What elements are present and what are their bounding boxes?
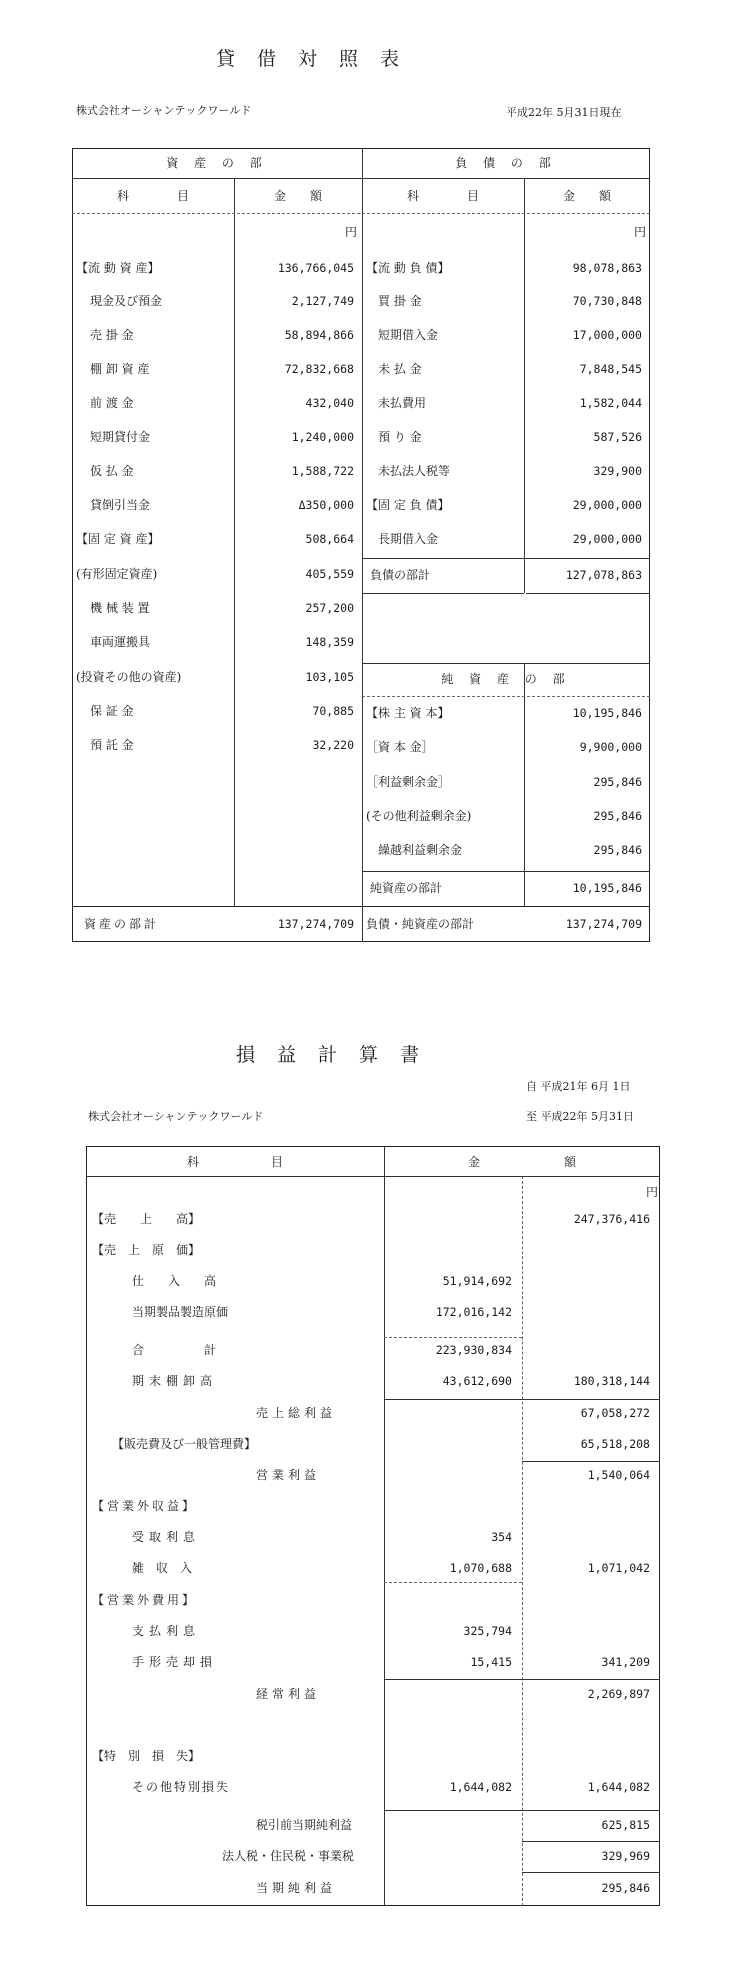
bs-liab-value-3: 7,848,545 bbox=[579, 362, 642, 376]
bs-hline-grand-total bbox=[72, 906, 650, 907]
bs-liab-value-4: 1,582,044 bbox=[579, 396, 642, 410]
is-row-sub-11: 1,070,688 bbox=[449, 1561, 512, 1575]
bs-net-label-0: 【株 主 資 本】 bbox=[366, 706, 450, 720]
bs-asset-label-5: 短期貸付金 bbox=[90, 430, 151, 444]
bs-asset-label-3: 棚 卸 資 産 bbox=[90, 362, 150, 376]
bs-net-label-1: ［資 本 金］ bbox=[366, 740, 434, 754]
is-row-label-11: 雑 収 入 bbox=[132, 1561, 193, 1575]
is-row-total-7: 65,518,208 bbox=[580, 1437, 650, 1451]
is-row-sub-14: 15,415 bbox=[470, 1655, 512, 1669]
bs-asset-value-0: 136,766,045 bbox=[277, 261, 354, 275]
bs-liab-value-7: 29,000,000 bbox=[572, 498, 642, 512]
bs-asset-label-1: 現金及び預金 bbox=[90, 294, 163, 308]
bs-asset-label-13: 保 証 金 bbox=[90, 704, 134, 718]
is-hline-pretax bbox=[384, 1810, 660, 1811]
is-hline-gross bbox=[384, 1399, 660, 1400]
bs-liab-net-total-value: 137,274,709 bbox=[565, 917, 642, 931]
is-unit: 円 bbox=[646, 1185, 659, 1199]
is-row-total-14: 341,209 bbox=[601, 1655, 650, 1669]
bs-asset-label-2: 売 掛 金 bbox=[90, 328, 134, 342]
bs-liab-label-4: 未払費用 bbox=[378, 396, 427, 410]
bs-asset-label-12: (投資その他の資産) bbox=[76, 670, 182, 684]
bs-hline-colheader bbox=[72, 213, 650, 214]
is-hline-sub-1 bbox=[384, 1337, 522, 1338]
bs-liab-value-1: 70,730,848 bbox=[572, 294, 642, 308]
bs-asset-value-10: 257,200 bbox=[305, 601, 354, 615]
is-vline-2 bbox=[522, 1176, 523, 1906]
is-company-name: 株式会社オーシャンテックワールド bbox=[88, 1110, 264, 1123]
bs-vline-1 bbox=[234, 178, 235, 906]
is-row-sub-3: 172,016,142 bbox=[435, 1305, 512, 1319]
is-row-total-8: 1,540,064 bbox=[587, 1468, 650, 1482]
balance-sheet-title: 貸借対照表 bbox=[216, 48, 422, 70]
is-row-label-19: 税引前当期純利益 bbox=[256, 1818, 353, 1832]
is-row-label-9: 【営業外収益】 bbox=[92, 1499, 198, 1513]
is-row-total-18: 1,644,082 bbox=[587, 1780, 650, 1794]
bs-asset-label-9: (有形固定資産) bbox=[76, 567, 158, 581]
bs-col-item-assets: 科 目 bbox=[116, 189, 189, 203]
is-row-label-1: 【売 上 原 価】 bbox=[92, 1243, 201, 1257]
is-row-label-0: 【売 上 高】 bbox=[92, 1212, 201, 1226]
is-hline-tax bbox=[522, 1841, 660, 1842]
bs-asset-value-4: 432,040 bbox=[305, 396, 354, 410]
bs-net-label-5: 純資産の部計 bbox=[370, 881, 443, 895]
bs-net-label-2: ［利益剰余金］ bbox=[366, 775, 451, 789]
bs-liab-value-6: 329,900 bbox=[593, 464, 642, 478]
bs-asset-value-8: 508,664 bbox=[305, 532, 354, 546]
bs-unit-liab: 円 bbox=[634, 225, 647, 239]
is-row-sub-18: 1,644,082 bbox=[449, 1780, 512, 1794]
bs-net-value-3: 295,846 bbox=[593, 809, 642, 823]
is-hline-net bbox=[522, 1872, 660, 1873]
bs-col-amount-assets: 金 額 bbox=[273, 189, 322, 203]
bs-liab-label-0: 【流 動 負 債】 bbox=[366, 261, 450, 275]
bs-net-value-5: 10,195,846 bbox=[572, 881, 642, 895]
bs-date: 平成22年 5月31日現在 bbox=[506, 106, 622, 119]
bs-asset-value-6: 1,588,722 bbox=[291, 464, 354, 478]
bs-net-value-2: 295,846 bbox=[593, 775, 642, 789]
bs-assets-header: 資 産 の 部 bbox=[166, 156, 268, 170]
is-row-label-14: 手形売却損 bbox=[132, 1655, 218, 1669]
is-hline-operating bbox=[522, 1461, 660, 1462]
income-statement-title: 損益計算書 bbox=[236, 1044, 442, 1066]
bs-company-name: 株式会社オーシャンテックワールド bbox=[76, 104, 252, 117]
bs-liab-label-2: 短期借入金 bbox=[378, 328, 439, 342]
bs-liab-label-3: 未 払 金 bbox=[378, 362, 422, 376]
is-row-total-5: 180,318,144 bbox=[573, 1374, 650, 1388]
bs-asset-label-6: 仮 払 金 bbox=[90, 464, 134, 478]
bs-asset-value-7: Δ350,000 bbox=[298, 498, 354, 512]
is-col-item: 科 目 bbox=[186, 1155, 283, 1169]
is-vline-1 bbox=[384, 1146, 385, 1906]
bs-liab-value-9: 127,078,863 bbox=[565, 568, 642, 582]
bs-asset-label-11: 車両運搬具 bbox=[90, 635, 151, 649]
bs-asset-value-5: 1,240,000 bbox=[291, 430, 354, 444]
is-row-sub-4: 223,930,834 bbox=[435, 1343, 512, 1357]
bs-asset-label-14: 預 託 金 bbox=[90, 738, 134, 752]
bs-liab-label-7: 【固 定 負 債】 bbox=[366, 498, 450, 512]
is-row-sub-2: 51,914,692 bbox=[442, 1274, 512, 1288]
bs-liab-label-6: 未払法人税等 bbox=[378, 464, 451, 478]
bs-unit-assets: 円 bbox=[345, 225, 358, 239]
is-row-total-11: 1,071,042 bbox=[587, 1561, 650, 1575]
bs-asset-label-0: 【流 動 資 産】 bbox=[76, 261, 160, 275]
is-hline-header bbox=[86, 1176, 660, 1177]
is-row-label-10: 受取利息 bbox=[132, 1530, 201, 1544]
bs-asset-value-13: 70,885 bbox=[312, 704, 354, 718]
bs-hline-net-total-top bbox=[362, 871, 650, 872]
is-row-label-7: 【販売費及び一般管理費】 bbox=[112, 1437, 257, 1451]
bs-asset-value-11: 148,359 bbox=[305, 635, 354, 649]
bs-hline-liab-total-bottom bbox=[362, 593, 650, 594]
bs-assets-total-label: 資産の部計 bbox=[84, 917, 160, 931]
is-row-total-20: 329,969 bbox=[601, 1849, 650, 1863]
bs-liab-value-2: 17,000,000 bbox=[572, 328, 642, 342]
bs-asset-value-1: 2,127,749 bbox=[291, 294, 354, 308]
is-row-label-20: 法人税・住民税・事業税 bbox=[222, 1849, 355, 1863]
bs-net-assets-header: 純 資 産 の 部 bbox=[441, 672, 571, 686]
bs-net-label-4: 繰越利益剰余金 bbox=[378, 843, 463, 857]
bs-liabilities-header: 負 債 の 部 bbox=[455, 156, 557, 170]
bs-liab-label-1: 買 掛 金 bbox=[378, 294, 422, 308]
is-hline-sub-2 bbox=[384, 1582, 522, 1583]
is-row-total-6: 67,058,272 bbox=[580, 1406, 650, 1420]
is-row-label-5: 期末棚卸高 bbox=[132, 1374, 218, 1388]
is-hline-ordinary bbox=[384, 1679, 660, 1680]
is-row-label-8: 営業利益 bbox=[256, 1468, 321, 1482]
bs-asset-value-9: 405,559 bbox=[305, 567, 354, 581]
is-row-label-4: 合 計 bbox=[132, 1343, 217, 1357]
bs-hline-liab-total-top bbox=[362, 558, 650, 559]
is-row-total-21: 295,846 bbox=[601, 1881, 650, 1895]
is-period-from: 自 平成21年 6月 1日 bbox=[526, 1080, 631, 1093]
bs-vline-2 bbox=[362, 148, 363, 942]
bs-hline-header bbox=[72, 178, 650, 179]
bs-hline-netassets-top bbox=[362, 663, 650, 664]
is-col-amount: 金 額 bbox=[467, 1155, 576, 1169]
bs-hline-netassets-header bbox=[362, 696, 650, 697]
is-row-sub-5: 43,612,690 bbox=[442, 1374, 512, 1388]
bs-vline-3 bbox=[524, 178, 525, 906]
is-row-total-19: 625,815 bbox=[601, 1818, 650, 1832]
is-row-label-13: 支払利息 bbox=[132, 1624, 201, 1638]
is-period-to: 至 平成22年 5月31日 bbox=[526, 1110, 634, 1123]
bs-net-value-0: 10,195,846 bbox=[572, 706, 642, 720]
bs-asset-label-8: 【固 定 資 産】 bbox=[76, 532, 160, 546]
bs-asset-value-14: 32,220 bbox=[312, 738, 354, 752]
is-row-label-3: 当期製品製造原価 bbox=[132, 1305, 229, 1319]
bs-col-amount-liab: 金 額 bbox=[562, 189, 611, 203]
bs-asset-label-4: 前 渡 金 bbox=[90, 396, 134, 410]
bs-net-value-1: 9,900,000 bbox=[579, 740, 642, 754]
bs-col-item-liab: 科 目 bbox=[406, 189, 479, 203]
is-row-label-18: その他特別損失 bbox=[132, 1780, 231, 1794]
bs-liab-value-8: 29,000,000 bbox=[572, 532, 642, 546]
bs-gap-mask bbox=[524, 593, 526, 663]
bs-liab-label-5: 預 り 金 bbox=[378, 430, 422, 444]
is-row-label-12: 【営業外費用】 bbox=[92, 1593, 198, 1607]
is-row-total-0: 247,376,416 bbox=[573, 1212, 650, 1226]
bs-liab-label-9: 負債の部計 bbox=[370, 568, 431, 582]
bs-asset-value-2: 58,894,866 bbox=[284, 328, 354, 342]
is-row-label-21: 当期純利益 bbox=[256, 1881, 337, 1895]
bs-liab-value-0: 98,078,863 bbox=[572, 261, 642, 275]
is-row-label-15: 経常利益 bbox=[256, 1687, 321, 1701]
bs-liab-value-5: 587,526 bbox=[593, 430, 642, 444]
is-row-sub-13: 325,794 bbox=[463, 1624, 512, 1638]
bs-asset-label-7: 貸倒引当金 bbox=[90, 498, 151, 512]
bs-liab-net-total-label: 負債・純資産の部計 bbox=[366, 917, 475, 931]
bs-asset-value-3: 72,832,668 bbox=[284, 362, 354, 376]
bs-net-value-4: 295,846 bbox=[593, 843, 642, 857]
is-row-label-2: 仕 入 高 bbox=[132, 1274, 217, 1288]
is-row-total-15: 2,269,897 bbox=[587, 1687, 650, 1701]
bs-assets-total-value: 137,274,709 bbox=[277, 917, 354, 931]
bs-asset-value-12: 103,105 bbox=[305, 670, 354, 684]
bs-asset-label-10: 機 械 装 置 bbox=[90, 601, 150, 615]
bs-net-label-3: (その他利益剰余金) bbox=[366, 809, 472, 823]
is-row-sub-10: 354 bbox=[491, 1530, 512, 1544]
is-row-label-6: 売上総利益 bbox=[256, 1406, 337, 1420]
is-row-label-17: 【特 別 損 失】 bbox=[92, 1749, 201, 1763]
bs-liab-label-8: 長期借入金 bbox=[378, 532, 439, 546]
